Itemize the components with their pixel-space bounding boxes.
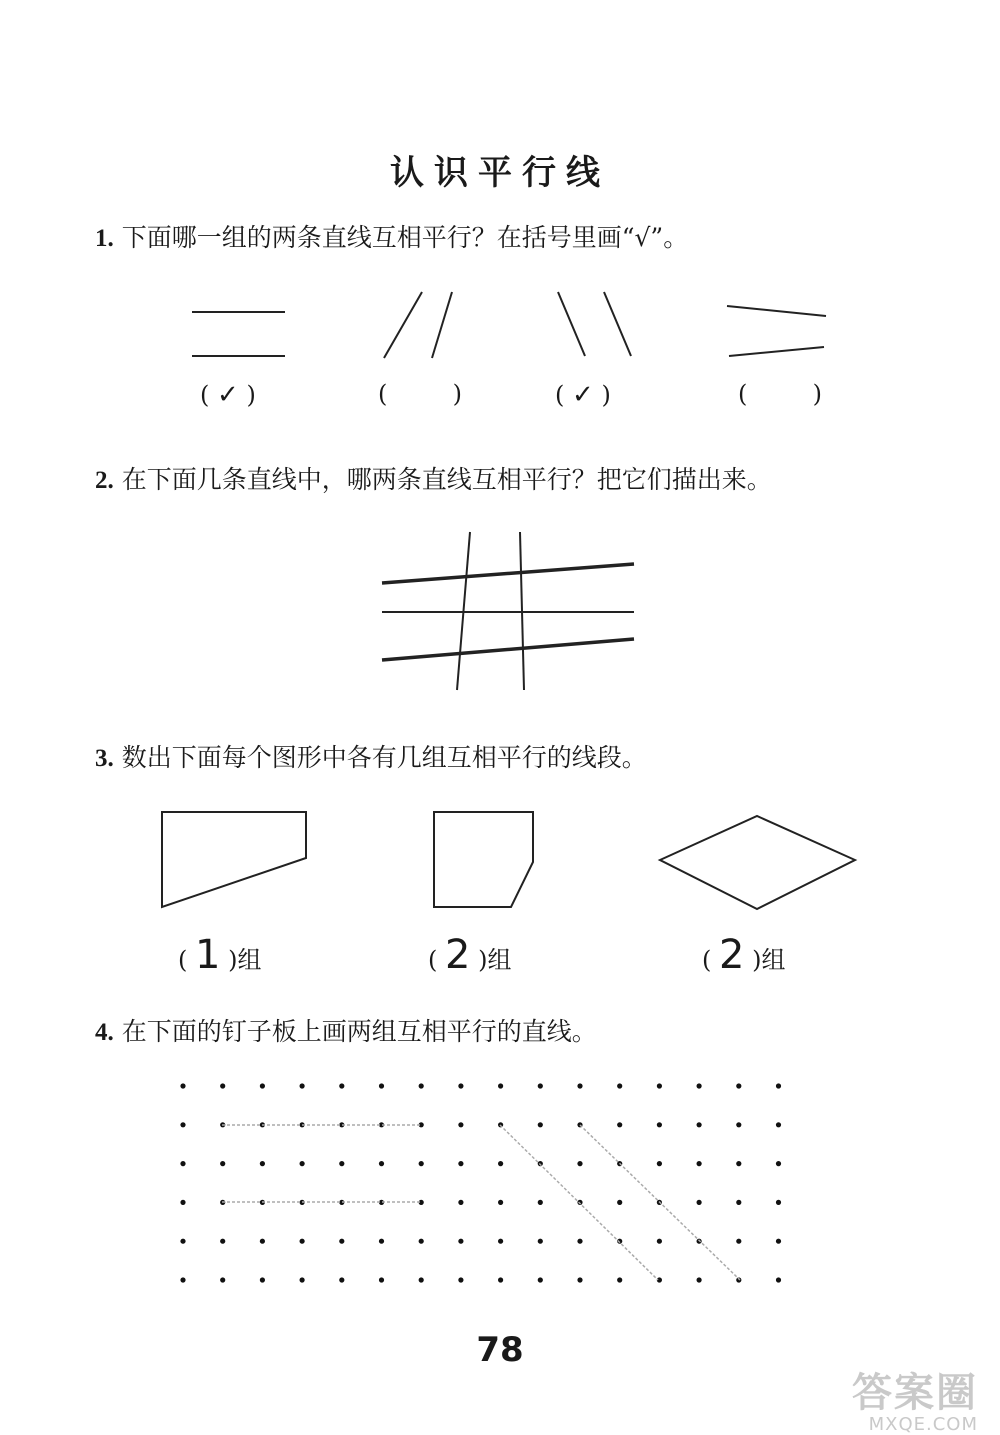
peg-dot[interactable] — [339, 1083, 344, 1088]
q2-figure — [382, 532, 634, 690]
watermark-logo: 答案圈 — [852, 1370, 978, 1416]
peg-dot[interactable] — [617, 1277, 622, 1282]
peg-dot[interactable] — [577, 1083, 582, 1088]
peg-dot[interactable] — [538, 1200, 543, 1205]
peg-dot[interactable] — [577, 1277, 582, 1282]
question-3 — [95, 738, 647, 774]
q1-figure-a — [192, 312, 285, 356]
peg-dot[interactable] — [617, 1122, 622, 1127]
peg-dot[interactable] — [697, 1200, 702, 1205]
peg-dot[interactable] — [180, 1200, 185, 1205]
peg-dot[interactable] — [379, 1239, 384, 1244]
peg-dot[interactable] — [776, 1239, 781, 1244]
peg-dot[interactable] — [180, 1161, 185, 1166]
peg-dot[interactable] — [180, 1277, 185, 1282]
question-number: 3. — [95, 745, 114, 772]
peg-dot[interactable] — [379, 1277, 384, 1282]
peg-dot[interactable] — [736, 1122, 741, 1127]
question-text: 在下面几条直线中，哪两条直线互相平行？把它们描出来。 — [121, 465, 772, 494]
peg-dot[interactable] — [220, 1277, 225, 1282]
watermark-site: MXQE.COM — [868, 1414, 978, 1435]
peg-dot[interactable] — [736, 1239, 741, 1244]
peg-dot[interactable] — [498, 1239, 503, 1244]
peg-dot[interactable] — [339, 1277, 344, 1282]
peg-dot[interactable] — [697, 1122, 702, 1127]
peg-dot[interactable] — [260, 1277, 265, 1282]
peg-dot[interactable] — [577, 1239, 582, 1244]
handwritten-answer: 2 — [445, 932, 471, 978]
peg-dot[interactable] — [657, 1083, 662, 1088]
q1-answer-a[interactable]: ( ✓ ) — [200, 380, 256, 410]
peg-dot[interactable] — [776, 1277, 781, 1282]
peg-dot[interactable] — [458, 1083, 463, 1088]
page-title: 认识平行线 — [390, 153, 610, 193]
q3-answer-a[interactable]: ( 1 )组 — [178, 932, 262, 978]
peg-dot[interactable] — [538, 1122, 543, 1127]
peg-dot[interactable] — [697, 1161, 702, 1166]
peg-dot[interactable] — [458, 1122, 463, 1127]
peg-dot[interactable] — [180, 1122, 185, 1127]
q1-answer-c[interactable]: ( ✓ ) — [555, 380, 611, 410]
watermark — [852, 1372, 978, 1435]
question-2 — [95, 460, 772, 496]
peg-dot[interactable] — [220, 1161, 225, 1166]
peg-dot[interactable] — [458, 1161, 463, 1166]
peg-dot[interactable] — [697, 1277, 702, 1282]
q3-shape-rhombus — [660, 816, 855, 909]
peg-dot[interactable] — [776, 1200, 781, 1205]
peg-dot[interactable] — [260, 1083, 265, 1088]
peg-dot[interactable] — [180, 1239, 185, 1244]
checkmark: ✓ — [572, 380, 594, 410]
peg-dot[interactable] — [300, 1161, 305, 1166]
question-text: 下面哪一组的两条直线互相平行？在括号里画“√”。 — [121, 223, 689, 252]
peg-dot[interactable] — [260, 1161, 265, 1166]
peg-dot[interactable] — [776, 1083, 781, 1088]
q3-answer-b[interactable]: ( 2 )组 — [428, 932, 512, 978]
peg-dot[interactable] — [379, 1083, 384, 1088]
peg-dot[interactable] — [300, 1083, 305, 1088]
peg-dot[interactable] — [498, 1161, 503, 1166]
peg-dot[interactable] — [617, 1083, 622, 1088]
peg-dot[interactable] — [339, 1161, 344, 1166]
peg-dot[interactable] — [419, 1239, 424, 1244]
peg-dot[interactable] — [419, 1161, 424, 1166]
q1-figure-b — [384, 292, 452, 358]
q1-answer-b[interactable]: ( ) — [378, 380, 463, 408]
q1-figure-c — [558, 292, 631, 356]
handwritten-answer: 2 — [719, 932, 745, 978]
question-text: 在下面的钉子板上画两组互相平行的直线。 — [121, 1017, 597, 1046]
peg-dot[interactable] — [419, 1277, 424, 1282]
peg-dot[interactable] — [419, 1083, 424, 1088]
peg-dot[interactable] — [538, 1239, 543, 1244]
peg-dot[interactable] — [339, 1239, 344, 1244]
checkmark: ✓ — [217, 380, 239, 410]
question-number: 4. — [95, 1019, 114, 1046]
handwritten-answer: 1 — [195, 932, 221, 978]
peg-dot[interactable] — [458, 1239, 463, 1244]
peg-dot[interactable] — [657, 1122, 662, 1127]
peg-dot[interactable] — [180, 1083, 185, 1088]
peg-dot[interactable] — [300, 1277, 305, 1282]
peg-dot[interactable] — [538, 1083, 543, 1088]
peg-dot[interactable] — [300, 1239, 305, 1244]
peg-dot[interactable] — [260, 1239, 265, 1244]
peg-dot[interactable] — [458, 1200, 463, 1205]
q4-answer-lines — [222, 1125, 740, 1280]
question-text: 数出下面每个图形中各有几组互相平行的线段。 — [121, 743, 647, 772]
peg-dot[interactable] — [776, 1122, 781, 1127]
q1-figure-d — [727, 306, 826, 356]
peg-dot[interactable] — [220, 1239, 225, 1244]
q3-shape-pentagon — [434, 812, 533, 907]
peg-dot[interactable] — [617, 1200, 622, 1205]
peg-dot[interactable] — [736, 1083, 741, 1088]
peg-dot[interactable] — [577, 1161, 582, 1166]
peg-dot[interactable] — [776, 1161, 781, 1166]
peg-dot[interactable] — [458, 1277, 463, 1282]
peg-dot[interactable] — [736, 1200, 741, 1205]
peg-dot[interactable] — [220, 1083, 225, 1088]
q3-answer-c[interactable]: ( 2 )组 — [702, 932, 786, 978]
peg-dot[interactable] — [657, 1161, 662, 1166]
q1-answer-d[interactable]: ( ) — [738, 380, 823, 408]
peg-dot[interactable] — [498, 1083, 503, 1088]
peg-dot[interactable] — [657, 1239, 662, 1244]
question-number: 1. — [95, 225, 114, 252]
peg-dot[interactable] — [379, 1161, 384, 1166]
q4-pegboard — [180, 1083, 781, 1282]
page-number: 78 — [476, 1330, 524, 1370]
question-number: 2. — [95, 467, 114, 494]
peg-dot[interactable] — [498, 1277, 503, 1282]
q3-shape-trapezoid — [162, 812, 306, 907]
peg-dot[interactable] — [736, 1161, 741, 1166]
question-4 — [95, 1012, 597, 1048]
peg-dot[interactable] — [697, 1083, 702, 1088]
peg-dot[interactable] — [538, 1277, 543, 1282]
peg-dot[interactable] — [498, 1200, 503, 1205]
